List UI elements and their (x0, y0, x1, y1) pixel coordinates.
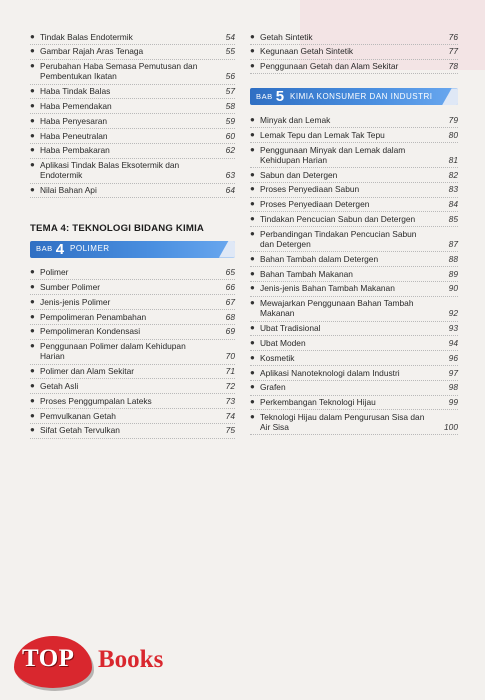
bullet-icon: ● (250, 46, 255, 56)
toc-entry-title: Jenis-jenis Polimer (40, 296, 111, 307)
bullet-icon: ● (30, 380, 35, 390)
toc-entry-title: Teknologi Hijau dalam Pengurusan Sisa dan Air Sisa (260, 411, 425, 433)
toc-entry-page: 98 (448, 382, 458, 393)
toc-entry-title: Lemak Tepu dan Lemak Tak Tepu (260, 129, 385, 140)
toc-entry-title: Pempolimeran Kondensasi (40, 326, 141, 337)
bullet-icon: ● (30, 61, 35, 71)
toc-entry (250, 183, 458, 198)
toc-entry (250, 143, 458, 168)
bab-word: BAB (256, 91, 273, 101)
toc-entry (30, 45, 235, 60)
toc-entry (30, 340, 235, 365)
bullet-icon: ● (250, 411, 255, 421)
bullet-icon: ● (30, 395, 35, 405)
bullet-icon: ● (250, 129, 255, 139)
toc-entry (30, 266, 235, 281)
toc-entry-page: 65 (225, 267, 235, 278)
toc-entry-title: Polimer (40, 267, 69, 278)
toc-entry (250, 30, 458, 45)
toc-entry-title: Sumber Polimer (40, 281, 101, 292)
toc-entry (250, 60, 458, 75)
toc-entry (30, 295, 235, 310)
toc-entry (30, 424, 235, 439)
toc-entry-page: 87 (448, 238, 458, 249)
toc-entry-page: 100 (444, 422, 458, 433)
toc-entry-title: Tindak Balas Endotermik (40, 31, 133, 42)
toc-entry-title: Haba Pembakaran (40, 145, 110, 156)
toc-entry-page: 93 (448, 323, 458, 334)
theme-title: TEMA 4: TEKNOLOGI BIDANG KIMIA (30, 223, 205, 235)
bullet-icon: ● (250, 367, 255, 377)
toc-entry (30, 99, 235, 114)
toc-entry-page: 94 (448, 337, 458, 348)
toc-entry (250, 45, 458, 60)
toc-entry-page: 54 (225, 31, 235, 42)
toc-entry-title: Nilai Bahan Api (40, 185, 97, 196)
bullet-icon: ● (250, 169, 255, 179)
bullet-icon: ● (30, 115, 35, 125)
toc-entry-page: 56 (225, 71, 235, 82)
toc-entry (30, 60, 235, 85)
bullet-icon: ● (30, 425, 35, 435)
toc-entry-page: 57 (225, 86, 235, 97)
bullet-icon: ● (30, 326, 35, 336)
right-column (250, 30, 458, 435)
toc-entry-page: 60 (225, 130, 235, 141)
bullet-icon: ● (250, 397, 255, 407)
toc-entry (250, 336, 458, 351)
toc-entry-page: 71 (225, 366, 235, 377)
bullet-icon: ● (250, 382, 255, 392)
toc-entry (30, 184, 235, 199)
toc-entry-page: 96 (448, 352, 458, 363)
logo-badge (14, 636, 92, 688)
toc-entry (30, 379, 235, 394)
toc-entry (250, 282, 458, 297)
bullet-icon: ● (250, 199, 255, 209)
bullet-icon: ● (250, 253, 255, 263)
bab-title: POLIMER (70, 243, 110, 253)
bullet-icon: ● (30, 100, 35, 110)
toc-entry-title: Haba Tindak Balas (40, 86, 111, 97)
toc-entry (250, 381, 458, 396)
toc-entry-page: 81 (448, 154, 458, 165)
bab-bar-tail (442, 88, 458, 105)
toc-entry (250, 351, 458, 366)
toc-entry (250, 366, 458, 381)
toc-entry (30, 129, 235, 144)
toc-entry (30, 30, 235, 45)
toc-entry-page: 82 (448, 169, 458, 180)
toc-entry-page: 99 (448, 397, 458, 408)
toc-entry-title: Aplikasi Nanoteknologi dalam Industri (260, 367, 400, 378)
toc-entry-title: Proses Penyediaan Sabun (260, 184, 360, 195)
bab-number: 5 (275, 88, 285, 106)
toc-entry-page: 88 (448, 253, 458, 264)
toc-entry-title: Bahan Tambah Makanan (260, 268, 353, 279)
toc-entry-page: 76 (448, 31, 458, 42)
toc-entry-title: Kegunaan Getah Sintetik (260, 46, 354, 57)
toc-entry-title: Perkembangan Teknologi Hijau (260, 397, 376, 408)
toc-entry (30, 409, 235, 424)
toc-entry (30, 144, 235, 159)
toc-entry-page: 64 (225, 185, 235, 196)
bullet-icon: ● (30, 130, 35, 140)
toc-entry-title: Haba Peneutralan (40, 130, 108, 141)
toc-entry-title: Grafen (260, 382, 286, 393)
toc-entry-title: Proses Penyediaan Detergen (260, 199, 370, 210)
toc-entry-page: 85 (448, 213, 458, 224)
toc-entry-title: Getah Asli (40, 380, 79, 391)
toc-entry (250, 410, 458, 435)
toc-entry-page: 69 (225, 326, 235, 337)
toc-entry-title: Gambar Rajah Aras Tenaga (40, 46, 144, 57)
toc-entry-title: Bahan Tambah dalam Detergen (260, 253, 379, 264)
toc-entry-page: 63 (225, 170, 235, 181)
left-entries-bab (30, 266, 235, 439)
toc-entry-title: Proses Penggumpalan Lateks (40, 395, 152, 406)
toc-entry-title: Penggunaan Getah dan Alam Sekitar (260, 61, 399, 72)
bullet-icon: ● (250, 114, 255, 124)
bullet-icon: ● (30, 267, 35, 277)
toc-entry-title: Perbandingan Tindakan Pencucian Sabun dan Detergen (260, 228, 417, 249)
toc-entry-page: 58 (225, 100, 235, 111)
toc-entry (250, 252, 458, 267)
toc-entry (250, 322, 458, 337)
toc-entry (250, 113, 458, 128)
toc-entry-page: 55 (225, 46, 235, 57)
toc-entry-page: 83 (448, 184, 458, 195)
bab-bar-tail (219, 241, 235, 258)
toc-entry-page: 78 (448, 61, 458, 72)
toc-entry-page: 73 (225, 395, 235, 406)
toc-entry (30, 85, 235, 100)
bullet-icon: ● (30, 281, 35, 291)
toc-entry-page: 75 (225, 425, 235, 436)
bullet-icon: ● (30, 296, 35, 306)
bullet-icon: ● (250, 31, 255, 41)
toc-entry-page: 59 (225, 115, 235, 126)
toc-entry-page: 92 (448, 308, 458, 319)
bullet-icon: ● (250, 283, 255, 293)
bab-number: 4 (55, 240, 65, 258)
bullet-icon: ● (30, 341, 35, 351)
toc-entry (250, 168, 458, 183)
toc-entry-title: Perubahan Haba Semasa Pemutusan dan Pembentukan Ikatan (40, 61, 198, 82)
toc-entry (30, 159, 235, 184)
toc-entry-title: Penggunaan Minyak dan Lemak dalam Kehidupan Harian (260, 144, 406, 165)
right-entries-top (250, 30, 458, 74)
bullet-icon: ● (250, 298, 255, 308)
toc-entry-title: Aplikasi Tindak Balas Eksotermik dan Endotermik (40, 160, 180, 181)
toc-entry-page: 74 (225, 410, 235, 421)
bab-5-header (250, 88, 458, 105)
toc-entry-page: 68 (225, 311, 235, 322)
bullet-icon: ● (30, 46, 35, 56)
bullet-icon: ● (250, 228, 255, 238)
toc-entry-page: 79 (448, 114, 458, 125)
bullet-icon: ● (30, 86, 35, 96)
bullet-icon: ● (250, 144, 255, 154)
toc-entry (30, 310, 235, 325)
toc-entry-title: Mewajarkan Penggunaan Bahan Tambah Makanan (260, 298, 414, 319)
right-entries-bab (250, 113, 458, 435)
toc-entry (250, 212, 458, 227)
left-entries-top (30, 30, 235, 198)
bullet-icon: ● (250, 268, 255, 278)
toc-entry-title: Ubat Moden (260, 337, 306, 348)
bullet-icon: ● (250, 213, 255, 223)
toc-entry-page: 72 (225, 380, 235, 391)
toc-entry-title: Kosmetik (260, 352, 295, 363)
bab-4-header (30, 241, 235, 258)
bullet-icon: ● (250, 337, 255, 347)
toc-entry (250, 267, 458, 282)
toc-entry-page: 89 (448, 268, 458, 279)
toc-entry-title: Pemvulkanan Getah (40, 410, 116, 421)
toc-entry-title: Jenis-jenis Bahan Tambah Makanan (260, 283, 395, 294)
bullet-icon: ● (30, 145, 35, 155)
toc-entry-title: Pempolimeran Penambahan (40, 311, 147, 322)
toc-entry-title: Minyak dan Lemak (260, 114, 331, 125)
toc-entry-page: 97 (448, 367, 458, 378)
toc-entry-title: Haba Penyesaran (40, 115, 108, 126)
toc-entry-page: 84 (448, 199, 458, 210)
toc-entry (30, 325, 235, 340)
toc-entry-title: Ubat Tradisional (260, 323, 321, 334)
toc-entry-page: 80 (448, 129, 458, 140)
left-column (30, 30, 235, 439)
toc-entry (250, 396, 458, 411)
toc-entry-title: Haba Pemendakan (40, 100, 112, 111)
toc-entry-title: Penggunaan Polimer dalam Kehidupan Harian (40, 341, 186, 362)
bab-title: KIMIA KONSUMER DAN INDUSTRI (290, 91, 433, 101)
toc-entry-page: 77 (448, 46, 458, 57)
bullet-icon: ● (250, 184, 255, 194)
bullet-icon: ● (30, 410, 35, 420)
toc-entry-page: 66 (225, 281, 235, 292)
toc-entry-page: 90 (448, 283, 458, 294)
bullet-icon: ● (250, 61, 255, 71)
bullet-icon: ● (250, 323, 255, 333)
logo-books-word: Books (98, 646, 164, 673)
toc-entry-title: Sifat Getah Tervulkan (40, 425, 120, 436)
toc-entry-title: Sabun dan Detergen (260, 169, 338, 180)
bullet-icon: ● (250, 352, 255, 362)
bullet-icon: ● (30, 160, 35, 170)
toc-entry (30, 280, 235, 295)
toc-entry-page: 62 (225, 145, 235, 156)
logo-top-word: TOP (22, 645, 75, 672)
toc-entry-title: Polimer dan Alam Sekitar (40, 366, 135, 377)
toc-entry (250, 198, 458, 213)
bab-word: BAB (36, 243, 53, 253)
toc-entry (250, 128, 458, 143)
toc-entry (30, 114, 235, 129)
toc-entry-page: 70 (225, 351, 235, 362)
toc-entry (250, 297, 458, 322)
bullet-icon: ● (30, 366, 35, 376)
toc-entry-title: Getah Sintetik (260, 31, 313, 42)
toc-entry-title: Tindakan Pencucian Sabun dan Detergen (260, 213, 416, 224)
bullet-icon: ● (30, 185, 35, 195)
bullet-icon: ● (30, 311, 35, 321)
topbooks-logo (14, 630, 204, 692)
toc-entry-page: 67 (225, 296, 235, 307)
toc-entry (250, 227, 458, 252)
toc-entry (30, 394, 235, 409)
bullet-icon: ● (30, 31, 35, 41)
toc-entry (30, 365, 235, 380)
